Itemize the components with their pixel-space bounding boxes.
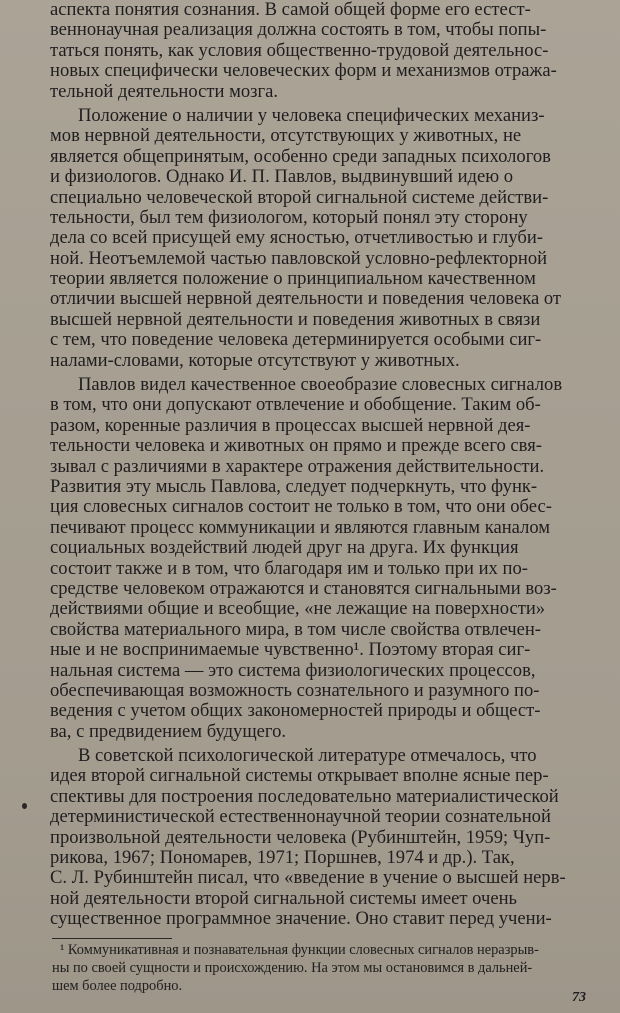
text-line: тельной деятельности мозга. [50,81,279,102]
text-line: средстве человеком отражаются и становятся сигнальными воз- [50,578,557,599]
text-line: новых специфически человеческих форм и механизмов отража- [50,61,557,82]
text-line: зывал с различиями в характере отражения действительности. [50,456,545,477]
text-line: печивают процесс коммуникации и являются главным каналом [50,517,551,538]
text-line: является общепринятым, особенно среди западных психологов [50,146,551,167]
text-line: теории является положение о принципиальном качественном [50,269,536,290]
text-line: отличии высшей нервной деятельности и поведения человека от [50,289,562,310]
text-line: обеспечивающая возможность сознательного и разумного по- [50,680,540,701]
text-line: специально человеческой второй сигнальной системе действи- [50,187,549,208]
text-line: детерминистической естественнонаучной теории сознательной [50,807,551,828]
text-line: аспекта понятия сознания. В самой общей форме его естест- [50,0,531,20]
paragraph-start-line: Положение о наличии у человека специфических механиз- [78,105,545,126]
text-line: ные и не воспринимаемые чувственно¹. Поэтому вторая сиг- [50,640,531,661]
footnote-line: шем более подробно. [52,977,183,994]
text-line: спективы для построения последовательно материалистической [50,786,559,807]
text-line: разом, коренные различия в процессах высшей нервной дея- [50,415,531,436]
text-line: и физиологов. Однако И. П. Павлов, выдвинувший идею о [50,167,514,188]
text-line: веннонаучная реализация должна состоять в том, чтобы попы- [50,20,547,41]
paragraph-start-line: В советской психологической литературе отмечалось, что [78,746,537,767]
footnote-line: ны по своей сущности и происхождению. На этом мы остановимся в дальней- [52,959,533,976]
text-line: социальных воздействий людей друг на друга. Их функция [50,538,519,559]
text-line: С. Л. Рубинштейн писал, что «введение в учение о высшей нерв- [50,868,566,889]
text-line: рикова, 1967; Пономарев, 1971; Поршнев, 1974 и др.). Так, [50,848,515,869]
text-line: мов нервной деятельности, отсутствующих у животных, не [50,126,522,147]
text-line: тельности, был тем физиологом, который понял эту сторону [50,207,528,228]
text-line: налами-словами, которые отсутствуют у животных. [50,350,460,371]
body-text [50,0,598,930]
text-line: Развития эту мысль Павлова, следует подчеркнуть, что функ- [50,476,538,497]
text-line: таться понять, как условия общественно-трудовой деятельнос- [50,40,549,61]
text-line: существенное программное значение. Оно ставит перед учени- [50,909,552,930]
text-line: дела со всей присущей ему ясностью, отчетливостью и глуби- [50,228,543,249]
text-line: ведения с учетом общих закономерностей природы и общест- [50,701,541,722]
footnote-line: ¹ Коммуникативная и познавательная функции словесных сигналов неразрыв- [60,942,539,958]
footnote-rule [52,938,172,939]
text-line: ной деятельности второй сигнальной системы имеет очень [50,888,518,909]
text-line: высшей нервной деятельности и поведения животных в связи [50,309,541,330]
text-line: произвольной деятельности человека (Рубинштейн, 1959; Чуп- [50,827,551,848]
page-number: 73 [572,990,586,1005]
text-line: ва, с предвидением будущего. [50,721,287,742]
text-line: с тем, что поведение человека детерминируется особыми сиг- [50,330,542,351]
text-line: нальная система — это система физиологических процессов, [50,660,536,681]
text-line: ция словесных сигналов состоит не только в том, что они обес- [50,497,552,518]
text-line: в том, что они допускают отвлечение и обобщение. Таким об- [50,395,541,416]
text-line: ной. Неотъемлемой частью павловской условно-рефлекторной [50,248,548,269]
ink-mark [22,803,27,809]
text-line: действиями общие и всеобщие, «не лежащие на поверхности» [50,599,546,620]
text-line: свойства материального мира, в том числе свойства отвлечен- [50,619,541,640]
footnote [52,942,600,995]
text-line: состоит также и в том, что благодаря им и только при их по- [50,558,528,579]
text-line: идея второй сигнальной системы открывает вполне ясные пер- [50,766,549,787]
text-line: тельности человека и животных он прямо и прежде всего свя- [50,436,542,457]
paragraph-start-line: Павлов видел качественное своеобразие словесных сигналов [78,375,563,396]
